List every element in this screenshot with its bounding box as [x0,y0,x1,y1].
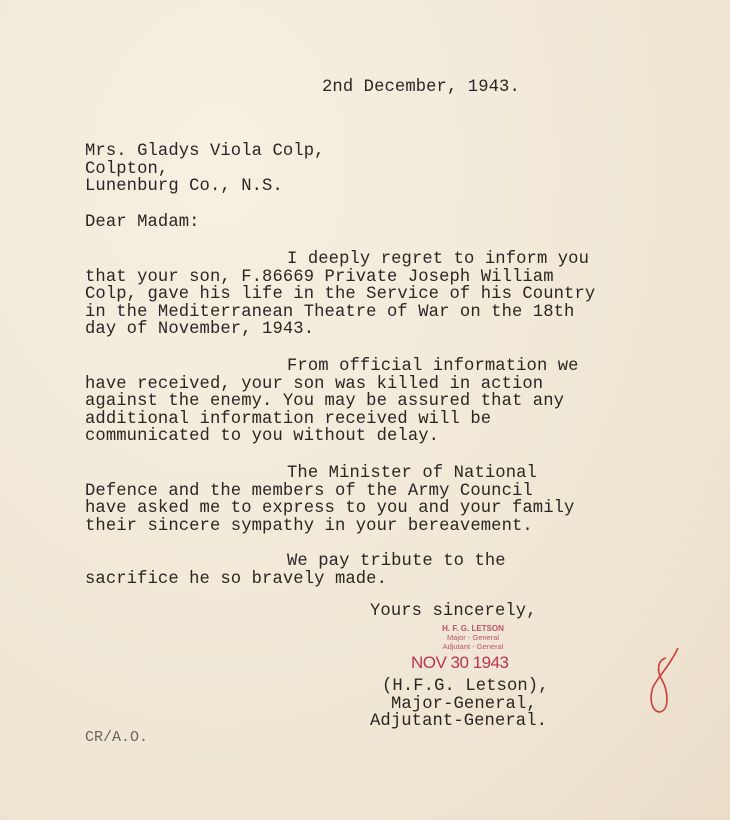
address-line: Colpton, [85,159,169,179]
paragraph-line: The Minister of National [287,464,537,483]
signature-title: Adjutant-General. [370,712,548,732]
paragraph-line: day of November, 1943. [85,320,315,340]
paragraph-1 [85,251,595,339]
paragraph-line: Defence and the members of the Army Council [85,481,533,501]
page-number-mark [640,640,690,720]
salutation: Dear Madam: [85,213,200,232]
recipient-address [85,143,325,196]
paragraph-4 [85,553,506,588]
signature-block [370,677,549,732]
paragraph-line: in the Mediterranean Theatre of War on the 18th [85,302,575,322]
signature-rank: Major-General, [391,694,537,714]
reference-code: CR/A.O. [85,729,149,746]
paragraph-line: that your son, F.86669 Private Joseph William [85,267,554,287]
stamp-line: H. F. G. LETSON [442,624,504,633]
letter-date: 2nd December, 1943. [322,78,520,97]
closing: Yours sincerely, [370,602,537,621]
paragraph-line: Colp, gave his life in the Service of his Country [85,285,596,305]
stamp-line: Adjutant - General [442,642,504,651]
paragraph-line: communicated to you without delay. [85,427,440,447]
paragraph-line: have received, your son was killed in action [85,374,544,394]
paragraph-line: their sincere sympathy in your bereavement. [85,516,533,536]
paragraph-3 [85,465,574,535]
paragraph-line: From official information we [287,357,579,376]
paragraph-line: have asked me to express to you and your family [85,499,575,519]
paragraph-line: sacrifice he so bravely made. [85,569,388,589]
paragraph-line: additional information received will be [85,409,492,429]
paragraph-line: against the enemy. You may be assured that any [85,392,565,412]
paragraph-2 [85,358,579,446]
received-date-stamp: NOV 30 1943 [411,653,509,672]
signature-name: (H.F.G. Letson), [382,677,549,696]
address-line: Mrs. Gladys Viola Colp, [85,142,325,161]
stamp-line: Major - General [446,633,500,642]
paragraph-line: I deeply regret to inform you [287,250,590,269]
name-stamp [418,624,528,651]
address-line: Lunenburg Co., N.S. [85,177,283,197]
paragraph-line: We pay tribute to the [287,552,506,571]
